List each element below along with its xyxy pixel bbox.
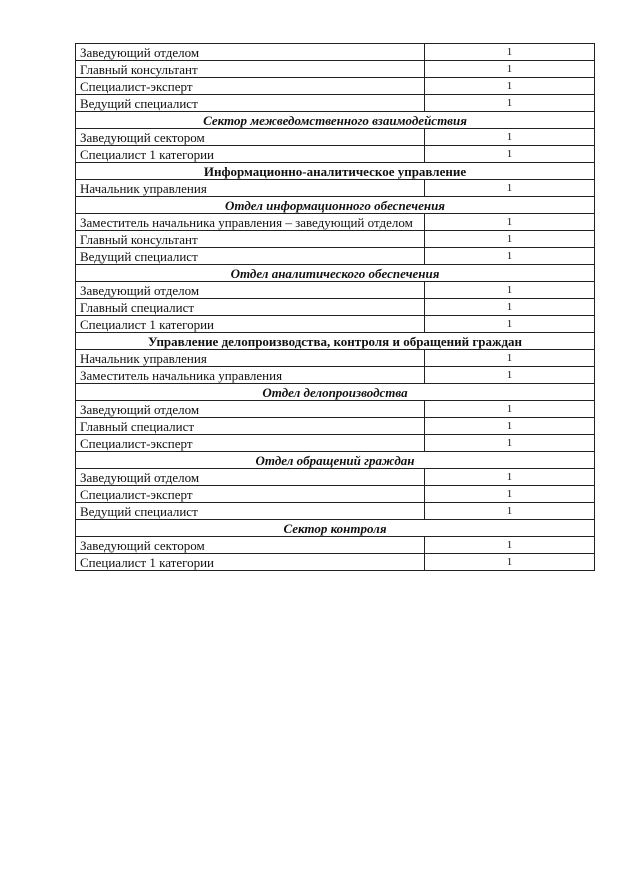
staff-table (75, 43, 595, 571)
position-count: 1 (425, 350, 595, 367)
position-count: 1 (425, 554, 595, 571)
section-title: Отдел информационного обеспечения (76, 197, 595, 214)
position-name: Заместитель начальника управления – заведующий отделом (76, 214, 425, 231)
section-title: Отдел обращений граждан (76, 452, 595, 469)
position-count: 1 (425, 282, 595, 299)
position-name: Специалист 1 категории (76, 316, 425, 333)
table-row (76, 129, 595, 146)
position-count: 1 (425, 299, 595, 316)
position-name: Главный специалист (76, 299, 425, 316)
table-row (76, 350, 595, 367)
table-row (76, 554, 595, 571)
position-name: Специалист-эксперт (76, 435, 425, 452)
table-row (76, 61, 595, 78)
position-count: 1 (425, 44, 595, 61)
table-row (76, 44, 595, 61)
position-name: Специалист-эксперт (76, 78, 425, 95)
position-name: Ведущий специалист (76, 248, 425, 265)
position-count: 1 (425, 418, 595, 435)
position-count: 1 (425, 537, 595, 554)
section-header-row (76, 384, 595, 401)
section-title: Отдел делопроизводства (76, 384, 595, 401)
section-header-row (76, 265, 595, 282)
position-name: Заведующий отделом (76, 401, 425, 418)
position-count: 1 (425, 146, 595, 163)
table-row (76, 469, 595, 486)
position-name: Специалист 1 категории (76, 146, 425, 163)
position-count: 1 (425, 214, 595, 231)
section-header-row (76, 333, 595, 350)
table-row (76, 95, 595, 112)
position-count: 1 (425, 231, 595, 248)
table-row (76, 486, 595, 503)
position-name: Специалист-эксперт (76, 486, 425, 503)
position-name: Заведующий отделом (76, 469, 425, 486)
section-header-row (76, 452, 595, 469)
table-row (76, 503, 595, 520)
section-header-row (76, 197, 595, 214)
position-name: Ведущий специалист (76, 95, 425, 112)
position-count: 1 (425, 469, 595, 486)
position-name: Заместитель начальника управления (76, 367, 425, 384)
table-row (76, 231, 595, 248)
table-row (76, 282, 595, 299)
position-count: 1 (425, 367, 595, 384)
table-row (76, 401, 595, 418)
position-count: 1 (425, 61, 595, 78)
table-row (76, 146, 595, 163)
table-row (76, 214, 595, 231)
position-name: Начальник управления (76, 350, 425, 367)
position-count: 1 (425, 401, 595, 418)
table-row (76, 248, 595, 265)
position-name: Заведующий сектором (76, 129, 425, 146)
position-count: 1 (425, 248, 595, 265)
section-title: Информационно-аналитическое управление (76, 163, 595, 180)
position-name: Заведующий отделом (76, 282, 425, 299)
position-count: 1 (425, 180, 595, 197)
section-title: Отдел аналитического обеспечения (76, 265, 595, 282)
section-header-row (76, 112, 595, 129)
position-count: 1 (425, 129, 595, 146)
position-count: 1 (425, 78, 595, 95)
section-header-row (76, 520, 595, 537)
position-name: Главный консультант (76, 61, 425, 78)
table-row (76, 78, 595, 95)
staff-table-page (75, 43, 595, 571)
section-title: Сектор контроля (76, 520, 595, 537)
position-name: Главный специалист (76, 418, 425, 435)
position-name: Начальник управления (76, 180, 425, 197)
table-row (76, 367, 595, 384)
table-row (76, 299, 595, 316)
table-row (76, 180, 595, 197)
table-row (76, 418, 595, 435)
table-row (76, 537, 595, 554)
position-count: 1 (425, 503, 595, 520)
position-name: Заведующий сектором (76, 537, 425, 554)
section-title: Сектор межведомственного взаимодействия (76, 112, 595, 129)
section-header-row (76, 163, 595, 180)
position-name: Ведущий специалист (76, 503, 425, 520)
position-name: Заведующий отделом (76, 44, 425, 61)
position-count: 1 (425, 95, 595, 112)
position-name: Главный консультант (76, 231, 425, 248)
position-count: 1 (425, 486, 595, 503)
table-row (76, 316, 595, 333)
position-name: Специалист 1 категории (76, 554, 425, 571)
table-row (76, 435, 595, 452)
staff-table-body (76, 44, 595, 571)
section-title: Управление делопроизводства, контроля и обращений граждан (76, 333, 595, 350)
position-count: 1 (425, 316, 595, 333)
position-count: 1 (425, 435, 595, 452)
